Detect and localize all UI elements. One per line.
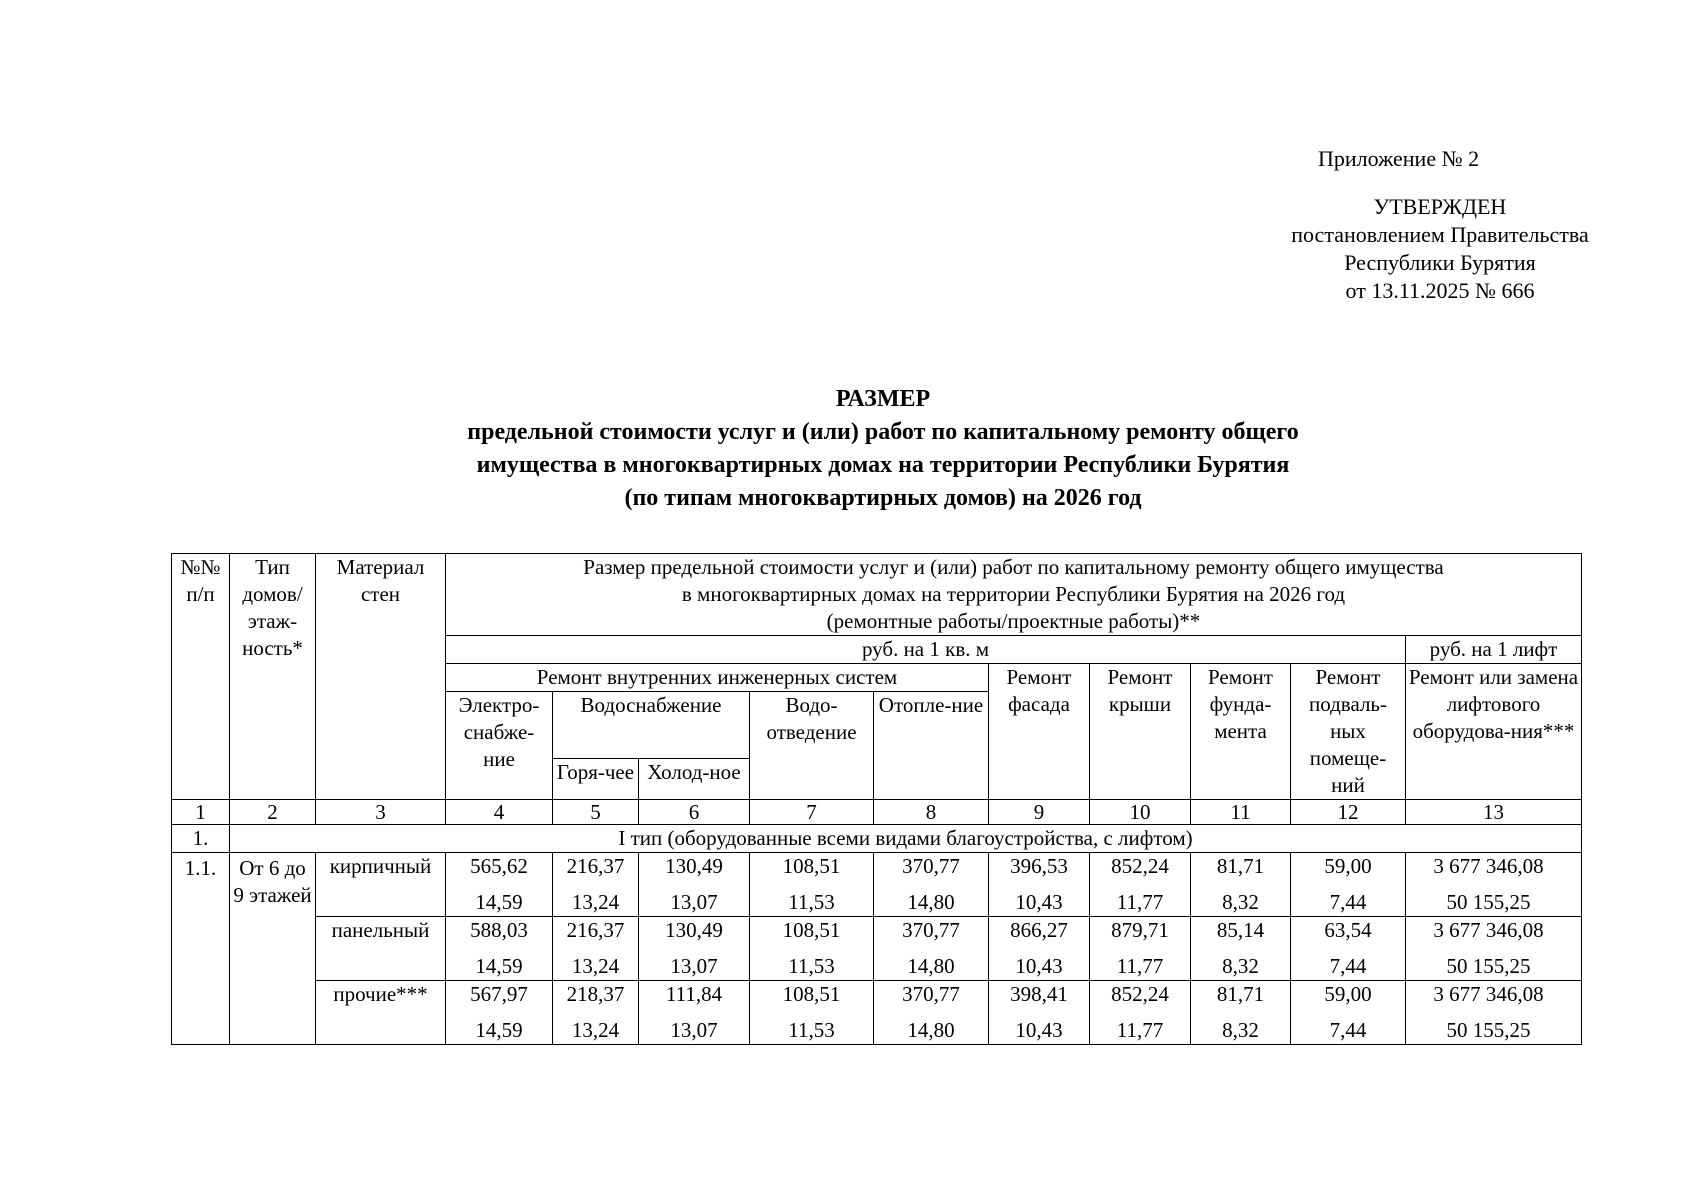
design-value: 8,32: [1222, 890, 1259, 914]
column-number-row: [172, 800, 1582, 825]
repair-value: 108,51: [782, 982, 841, 1006]
repair-value: 216,37: [566, 918, 625, 942]
design-value: 13,24: [571, 954, 620, 978]
value-cell: [750, 917, 874, 981]
header-cell-roof: [1090, 664, 1191, 800]
value-cell: [639, 981, 750, 1045]
repair-value: 108,51: [782, 854, 841, 878]
title-line: имущества в многоквартирных домах на территории Республики Бурятия: [476, 452, 1290, 478]
title-line: предельной стоимости услуг и (или) работ по капитальному ремонту общего: [467, 419, 1299, 445]
header-cell-engineering: [446, 664, 989, 692]
repair-value: 81,71: [1216, 982, 1265, 1006]
value-cell: [1191, 853, 1291, 917]
column-number: 9: [989, 800, 1090, 825]
value-cell: [639, 917, 750, 981]
design-value: 8,32: [1222, 1018, 1259, 1042]
design-value: 11,53: [788, 890, 835, 914]
repair-value: 63,54: [1324, 918, 1372, 942]
material-cell: прочие***: [316, 981, 446, 1045]
repair-value: 852,24: [1111, 982, 1169, 1006]
value-cell: [1090, 853, 1191, 917]
water-label: Водоснабжение: [580, 693, 722, 717]
repair-value: 852,24: [1111, 854, 1169, 878]
drain-label: Водо-отведение: [766, 693, 857, 744]
value-cell: [1191, 917, 1291, 981]
material-cell: панельный: [316, 917, 446, 981]
unit-sqm: руб. на 1 кв. м: [861, 637, 990, 661]
header-main-line: (ремонтные работы/проектные работы)**: [826, 609, 1201, 633]
value-cell: [553, 853, 639, 917]
design-value: 11,77: [1116, 954, 1164, 978]
value-cell: [750, 853, 874, 917]
approved-line: постановлением Правительства: [1291, 222, 1589, 247]
group-num: 1.1.: [172, 853, 230, 1045]
value-cell: [874, 917, 989, 981]
value-cell: [1291, 917, 1406, 981]
value-cell: [874, 981, 989, 1045]
cost-table: [171, 553, 1582, 1045]
unit-lift: руб. на 1 лифт: [1429, 637, 1558, 661]
repair-value: 85,14: [1216, 918, 1265, 942]
repair-value: 130,49: [665, 854, 723, 878]
column-number: 2: [230, 800, 316, 825]
value-cell: [1090, 981, 1191, 1045]
value-cell: [1406, 917, 1582, 981]
design-value: 8,32: [1222, 954, 1259, 978]
value-cell: [1291, 981, 1406, 1045]
value-cell: [989, 853, 1090, 917]
header-cell-cold: [639, 759, 750, 800]
repair-value: 567,97: [470, 982, 528, 1006]
header-cell-main: [446, 554, 1582, 636]
design-value: 14,80: [907, 954, 955, 978]
design-value: 50 155,25: [1446, 890, 1531, 914]
design-value: 14,80: [907, 1018, 955, 1042]
header-cell-material: [316, 554, 446, 800]
title-line: (по типам многоквартирных домов) на 2026 год: [624, 485, 1142, 511]
header-type: Тип домов/ этаж-ность*: [242, 555, 303, 660]
value-cell: [446, 853, 553, 917]
value-cell: [1406, 981, 1582, 1045]
roof-label: Ремонт крыши: [1107, 665, 1173, 716]
repair-value: 370,77: [902, 918, 960, 942]
repair-value: 370,77: [902, 854, 960, 878]
column-number: 8: [874, 800, 989, 825]
material-cell: кирпичный: [316, 853, 446, 917]
value-cell: [1406, 853, 1582, 917]
header-cell-facade: [989, 664, 1090, 800]
section-row: [172, 825, 1582, 853]
repair-value: 59,00: [1324, 982, 1372, 1006]
electro-label: Электро-снабже-ние: [458, 693, 540, 771]
design-value: 14,59: [475, 1018, 523, 1042]
design-value: 11,77: [1116, 1018, 1164, 1042]
repair-value: 398,41: [1010, 982, 1068, 1006]
cold-label: Холод-ное: [647, 760, 741, 784]
table-row: [172, 853, 1582, 917]
design-value: 13,07: [670, 1018, 718, 1042]
repair-value: 3 677 346,08: [1433, 854, 1544, 878]
repair-value: 111,84: [665, 982, 723, 1006]
design-value: 11,77: [1116, 890, 1164, 914]
design-value: 7,44: [1329, 1018, 1367, 1042]
design-value: 50 155,25: [1446, 954, 1531, 978]
foundation-label: Ремонт фунда-мента: [1208, 665, 1273, 743]
header-cell-unit-sqm: [446, 636, 1406, 664]
column-number: 4: [446, 800, 553, 825]
repair-value: 3 677 346,08: [1433, 918, 1544, 942]
column-number: 3: [316, 800, 446, 825]
header-main-line: в многоквартирных домах на территории Республики Бурятия на 2026 год: [681, 582, 1346, 606]
header-num: №№ п/п: [180, 555, 221, 606]
column-number: 7: [750, 800, 874, 825]
value-cell: [553, 917, 639, 981]
heating-label: Отопле-ние: [878, 693, 984, 717]
header-cell-foundation: [1191, 664, 1291, 800]
repair-value: 396,53: [1010, 854, 1068, 878]
header-cell-type: [230, 554, 316, 800]
repair-value: 866,27: [1010, 918, 1068, 942]
approved-line: от 13.11.2025 № 666: [1345, 278, 1535, 303]
design-value: 50 155,25: [1446, 1018, 1531, 1042]
value-cell: [639, 853, 750, 917]
appendix-label: Приложение № 2: [1318, 146, 1480, 171]
header-material: Материал стен: [336, 555, 425, 606]
header-cell-basement: [1291, 664, 1406, 800]
section-label: I тип (оборудованные всеми видами благоустройства, с лифтом): [230, 825, 1582, 853]
hot-label: Горя-чее: [556, 760, 635, 784]
design-value: 14,59: [475, 954, 523, 978]
table-row: [172, 917, 1582, 981]
repair-value: 216,37: [566, 854, 625, 878]
repair-value: 588,03: [470, 918, 528, 942]
repair-value: 879,71: [1111, 918, 1169, 942]
lift-label: Ремонт или замена лифтового оборудова-ния***: [1408, 665, 1579, 743]
column-number: 6: [639, 800, 750, 825]
table-row: [172, 981, 1582, 1045]
title-line: РАЗМЕР: [835, 386, 931, 412]
header-cell-electro: [446, 692, 553, 800]
header-cell-unit-lift: [1406, 636, 1582, 664]
repair-value: 81,71: [1216, 854, 1265, 878]
repair-value: 3 677 346,08: [1433, 982, 1544, 1006]
value-cell: [989, 981, 1090, 1045]
repair-value: 565,62: [470, 854, 528, 878]
column-number: 10: [1090, 800, 1191, 825]
value-cell: [1291, 853, 1406, 917]
approved-line: УТВЕРЖДЕН: [1373, 194, 1507, 219]
column-number: 12: [1291, 800, 1406, 825]
repair-value: 370,77: [902, 982, 960, 1006]
repair-value: 130,49: [665, 918, 723, 942]
header-main-line: Размер предельной стоимости услуг и (или) работ по капитальному ремонту общего имущества: [583, 555, 1444, 579]
value-cell: [750, 981, 874, 1045]
design-value: 10,43: [1015, 890, 1063, 914]
group-type: От 6 до 9 этажей: [230, 853, 316, 1045]
design-value: 14,59: [475, 890, 523, 914]
column-number: 11: [1191, 800, 1291, 825]
header-cell-heating: [874, 692, 989, 800]
basement-label: Ремонт подваль-ных помеще-ний: [1308, 665, 1387, 797]
column-number: 13: [1406, 800, 1582, 825]
design-value: 13,07: [670, 954, 718, 978]
design-value: 11,53: [788, 954, 835, 978]
design-value: 13,07: [670, 890, 718, 914]
value-cell: [989, 917, 1090, 981]
header-cell-lift: [1406, 664, 1582, 800]
value-cell: [446, 917, 553, 981]
value-cell: [1191, 981, 1291, 1045]
repair-value: 59,00: [1324, 854, 1372, 878]
value-cell: [874, 853, 989, 917]
column-number: 1: [172, 800, 230, 825]
design-value: 10,43: [1015, 954, 1063, 978]
header-cell-drain: [750, 692, 874, 800]
facade-label: Ремонт фасада: [1006, 665, 1072, 716]
value-cell: [1090, 917, 1191, 981]
approval-block: [1230, 193, 1650, 305]
design-value: 7,44: [1329, 890, 1367, 914]
header-row: [172, 554, 1582, 636]
section-num: 1.: [172, 825, 230, 853]
value-cell: [553, 981, 639, 1045]
design-value: 11,53: [788, 1018, 835, 1042]
header-cell-num: [172, 554, 230, 800]
design-value: 7,44: [1329, 954, 1367, 978]
header-cell-water: [553, 692, 750, 759]
header-cell-hot: [553, 759, 639, 800]
repair-value: 108,51: [782, 918, 841, 942]
design-value: 13,24: [571, 890, 620, 914]
engineering-label: Ремонт внутренних инженерных систем: [536, 665, 898, 689]
column-number: 5: [553, 800, 639, 825]
document-title: [300, 383, 1466, 515]
design-value: 14,80: [907, 890, 955, 914]
repair-value: 218,37: [566, 982, 625, 1006]
value-cell: [446, 981, 553, 1045]
design-value: 13,24: [571, 1018, 620, 1042]
design-value: 10,43: [1015, 1018, 1063, 1042]
approved-line: Республики Бурятия: [1344, 250, 1536, 275]
